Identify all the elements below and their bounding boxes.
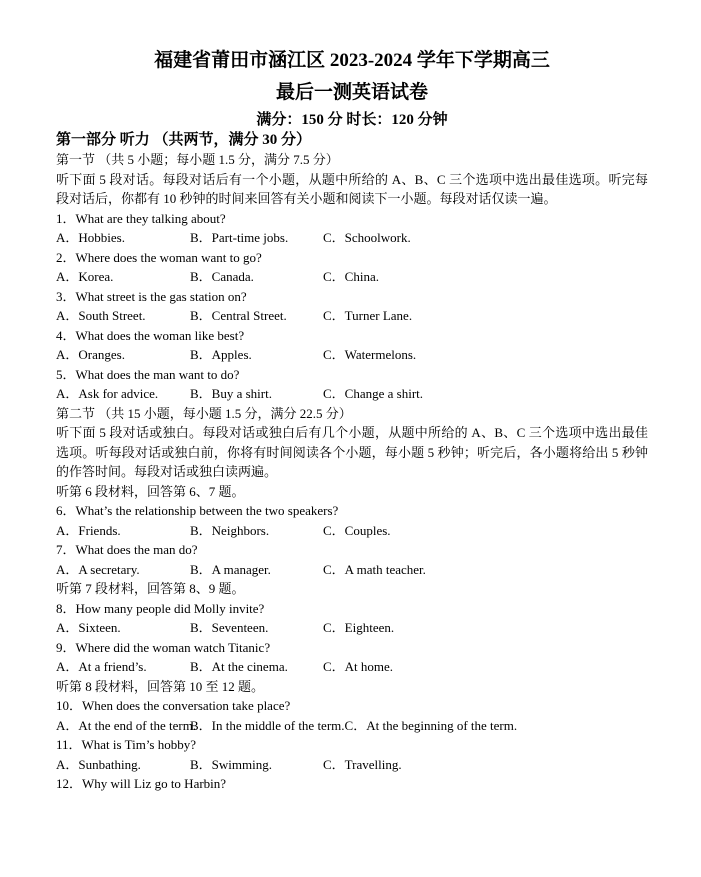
- section1-instructions: 听下面 5 段对话。每段对话后有一个小题，从题中所给的 A、B、C 三个选项中选出最佳选项。听完每段对话后，你都有 10 秒钟的时间来回答有关小题和阅读下一小题。每段对话仅读一遍。: [56, 171, 648, 206]
- question-9-text: 9．Where did the woman watch Titanic?: [56, 639, 271, 655]
- question-11-option-c: C．Travelling.: [323, 756, 402, 772]
- question-3-text: 3．What street is the gas station on?: [56, 288, 247, 304]
- question-10-option-a: A．At the end of the term.: [56, 717, 197, 733]
- question-8-options: [56, 618, 648, 638]
- question-7-options: [56, 560, 648, 580]
- question-12-text: 12．Why will Liz go to Harbin?: [56, 776, 227, 791]
- question-3-options: [56, 306, 648, 326]
- question-5-option-b: B．Buy a shirt.: [190, 386, 272, 401]
- section2-heading: 第二节 （共 15 小题，每小题 1.5 分，满分 22.5 分）: [56, 405, 352, 421]
- exam-title-line1: 福建省莆田市涵江区 2023-2024 学年下学期高三: [154, 50, 550, 71]
- material-7-label: 听第 7 段材料，回答第 8、9 题。: [56, 581, 245, 596]
- question-9-option-b: B．At the cinema.: [190, 659, 288, 674]
- question-6-option-c: C．Couples.: [323, 522, 391, 538]
- question-4-options: [56, 345, 648, 365]
- question-8-option-a: A．Sixteen.: [56, 620, 121, 635]
- question-2-options: [56, 267, 648, 287]
- question-6-options: [56, 521, 648, 541]
- question-3-option-c: C．Turner Lane.: [323, 308, 413, 323]
- question-11-options: [56, 755, 648, 775]
- material-6-label: 听第 6 段材料，回答第 6、7 题。: [56, 483, 245, 499]
- material-8-label: 听第 8 段材料，回答第 10 至 12 题。: [56, 678, 265, 694]
- question-11-option-b: B．Swimming.: [190, 756, 272, 772]
- question-6-option-b: B．Neighbors.: [190, 522, 270, 538]
- question-8-text: 8．How many people did Molly invite?: [56, 600, 265, 616]
- question-10-option-b: B．In the middle of the term.: [190, 717, 345, 733]
- question-3-option-b: B．Central Street.: [190, 308, 287, 323]
- question-7-option-b: B．A manager.: [190, 561, 271, 577]
- question-4-text: 4．What does the woman like best?: [56, 327, 245, 343]
- question-10-text: 10．When does the conversation take place?: [56, 698, 291, 713]
- question-10-option-c: C．At the beginning of the term.: [344, 717, 518, 733]
- question-5-text: 5．What does the man want to do?: [56, 366, 240, 382]
- exam-title-line2: 最后一测英语试卷: [275, 82, 428, 103]
- question-1-option-c: C．Schoolwork.: [323, 230, 411, 245]
- question-4-option-c: C．Watermelons.: [323, 347, 417, 362]
- question-9-option-a: A．At a friend’s.: [56, 659, 147, 674]
- question-2-option-b: B．Canada.: [190, 269, 254, 284]
- question-8-option-b: B．Seventeen.: [190, 620, 269, 635]
- question-1-option-a: A．Hobbies.: [56, 230, 125, 245]
- question-7-option-c: C．A math teacher.: [323, 561, 426, 577]
- question-7-option-a: A．A secretary.: [56, 561, 140, 577]
- question-4-option-a: A．Oranges.: [56, 347, 125, 362]
- question-1-option-b: B．Part-time jobs.: [190, 230, 289, 245]
- exam-score-duration: 满分：150 分 时长：120 分钟: [256, 112, 448, 128]
- question-5-option-c: C．Change a shirt.: [323, 386, 424, 401]
- question-5-options: [56, 384, 648, 404]
- question-8-option-c: C．Eighteen.: [323, 620, 395, 635]
- question-2-option-c: C．China.: [323, 269, 379, 284]
- section1-heading: 第一节 （共 5 小题；每小题 1.5 分，满分 7.5 分）: [56, 152, 339, 167]
- part1-heading: 第一部分 听力 （共两节，满分 30 分）: [56, 131, 312, 148]
- question-6-text: 6．What’s the relationship between the two speakers?: [56, 503, 339, 518]
- question-11-option-a: A．Sunbathing.: [56, 756, 141, 772]
- question-1-options: [56, 228, 648, 248]
- question-3-option-a: A．South Street.: [56, 308, 146, 323]
- question-10-options: [56, 716, 648, 736]
- question-2-option-a: A．Korea.: [56, 269, 114, 284]
- question-4-option-b: B．Apples.: [190, 347, 252, 362]
- question-6-option-a: A．Friends.: [56, 522, 121, 538]
- section2-instructions: 听下面 5 段对话或独白。每段对话或独白后有几个小题，从题中所给的 A、B、C 三个选项中选出最佳选项。听每段对话或独白前，你将有时间阅读各个小题，每小题 5 秒钟；听完后，各小题将给出 5 秒钟的作答时间。每段对话或独白读两遍。: [56, 425, 648, 479]
- question-9-options: [56, 657, 648, 677]
- question-1-text: 1．What are they talking about?: [56, 210, 226, 226]
- question-11-text: 11．What is Tim’s hobby?: [56, 737, 197, 752]
- question-9-option-c: C．At home.: [323, 659, 394, 674]
- question-2-text: 2．Where does the woman want to go?: [56, 249, 262, 265]
- question-5-option-a: A．Ask for advice.: [56, 386, 159, 401]
- question-7-text: 7．What does the man do?: [56, 542, 198, 557]
